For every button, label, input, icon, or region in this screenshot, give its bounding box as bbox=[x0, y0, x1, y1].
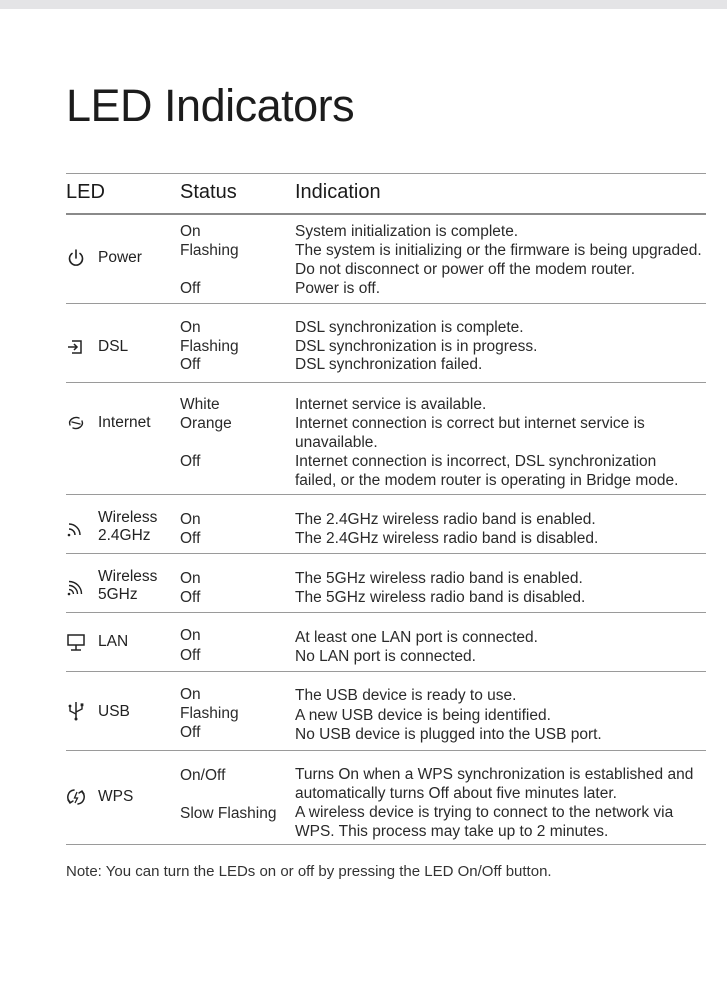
indication-text: The 2.4GHz wireless radio band is disabled. bbox=[295, 530, 599, 547]
indication-text: No LAN port is connected. bbox=[295, 648, 476, 665]
status-text: Flashing bbox=[180, 705, 239, 722]
led-name-wireless-24ghz-line2: 2.4GHz bbox=[98, 527, 151, 544]
lan-icon bbox=[66, 632, 86, 652]
header-led: LED bbox=[66, 181, 105, 203]
indication-text: Power is off. bbox=[295, 280, 381, 297]
indication-text: Do not disconnect or power off the modem router. bbox=[295, 261, 636, 278]
indication-text: The USB device is ready to use. bbox=[295, 687, 517, 704]
indication-text: The 2.4GHz wireless radio band is enabled. bbox=[295, 511, 596, 528]
usb-icon bbox=[66, 701, 86, 721]
status-text: Off bbox=[180, 280, 201, 297]
header-status: Status bbox=[180, 181, 237, 203]
status-text: On bbox=[180, 511, 201, 528]
row-divider bbox=[66, 382, 706, 383]
indication-text: A new USB device is being identified. bbox=[295, 707, 551, 724]
led-name-usb: USB bbox=[98, 703, 130, 720]
wireless-24ghz-icon bbox=[66, 518, 86, 538]
indication-text: A wireless device is trying to connect to the network via bbox=[295, 804, 674, 821]
status-text: Off bbox=[180, 647, 201, 664]
led-name-wireless-24ghz-line1: Wireless bbox=[98, 509, 158, 526]
indication-text: The 5GHz wireless radio band is enabled. bbox=[295, 570, 583, 587]
row-divider bbox=[66, 494, 706, 495]
wireless-5ghz-icon bbox=[66, 577, 86, 597]
footnote: Note: You can turn the LEDs on or off by pressing the LED On/Off button. bbox=[66, 863, 552, 880]
table-bottom-rule bbox=[66, 844, 706, 845]
status-text: Flashing bbox=[180, 338, 239, 355]
power-icon bbox=[66, 248, 86, 268]
table-top-rule bbox=[66, 173, 706, 174]
status-text: Off bbox=[180, 724, 201, 741]
wps-icon bbox=[66, 787, 86, 807]
status-text: On bbox=[180, 627, 201, 644]
status-text: On bbox=[180, 570, 201, 587]
led-name-dsl: DSL bbox=[98, 338, 129, 355]
indication-text: Internet connection is incorrect, DSL synchronization bbox=[295, 453, 657, 470]
status-text: Off bbox=[180, 356, 201, 373]
led-name-wireless-5ghz-line1: Wireless bbox=[98, 568, 158, 585]
indication-text: Internet connection is correct but internet service is bbox=[295, 415, 645, 432]
status-text: On/Off bbox=[180, 767, 226, 784]
led-name-lan: LAN bbox=[98, 633, 129, 650]
indication-text: automatically turns Off about five minutes later. bbox=[295, 785, 617, 802]
indication-text: The 5GHz wireless radio band is disabled. bbox=[295, 589, 586, 606]
indication-text: failed, or the modem router is operating in Bridge mode. bbox=[295, 472, 679, 489]
dsl-icon bbox=[66, 337, 86, 357]
indication-text: Turns On when a WPS synchronization is established and bbox=[295, 766, 694, 783]
indication-text: No USB device is plugged into the USB port. bbox=[295, 726, 602, 743]
indication-text: Internet service is available. bbox=[295, 396, 487, 413]
status-text: White bbox=[180, 396, 220, 413]
top-edge-bar bbox=[0, 0, 727, 9]
led-name-wps: WPS bbox=[98, 788, 134, 805]
indication-text: WPS. This process may take up to 2 minutes. bbox=[295, 823, 609, 840]
status-text: Off bbox=[180, 453, 201, 470]
led-name-wireless-5ghz-line2: 5GHz bbox=[98, 586, 138, 603]
status-text: Off bbox=[180, 589, 201, 606]
row-divider bbox=[66, 553, 706, 554]
status-text: Flashing bbox=[180, 242, 239, 259]
status-text: Orange bbox=[180, 415, 232, 432]
row-divider bbox=[66, 303, 706, 304]
header-rule bbox=[66, 213, 706, 215]
indication-text: DSL synchronization is in progress. bbox=[295, 338, 538, 355]
indication-text: DSL synchronization is complete. bbox=[295, 319, 524, 336]
status-text: On bbox=[180, 319, 201, 336]
indication-text: System initialization is complete. bbox=[295, 223, 519, 240]
row-divider bbox=[66, 750, 706, 751]
internet-icon bbox=[66, 413, 86, 433]
status-text: Slow Flashing bbox=[180, 805, 277, 822]
indication-text: unavailable. bbox=[295, 434, 378, 451]
status-text: Off bbox=[180, 530, 201, 547]
status-text: On bbox=[180, 686, 201, 703]
header-indication: Indication bbox=[295, 181, 381, 203]
indication-text: The system is initializing or the firmware is being upgraded. bbox=[295, 242, 702, 259]
page-title: LED Indicators bbox=[66, 80, 355, 131]
indication-text: DSL synchronization failed. bbox=[295, 356, 483, 373]
led-name-internet: Internet bbox=[98, 414, 151, 431]
indication-text: At least one LAN port is connected. bbox=[295, 629, 538, 646]
row-divider bbox=[66, 612, 706, 613]
status-text: On bbox=[180, 223, 201, 240]
row-divider bbox=[66, 671, 706, 672]
led-name-power: Power bbox=[98, 249, 142, 266]
